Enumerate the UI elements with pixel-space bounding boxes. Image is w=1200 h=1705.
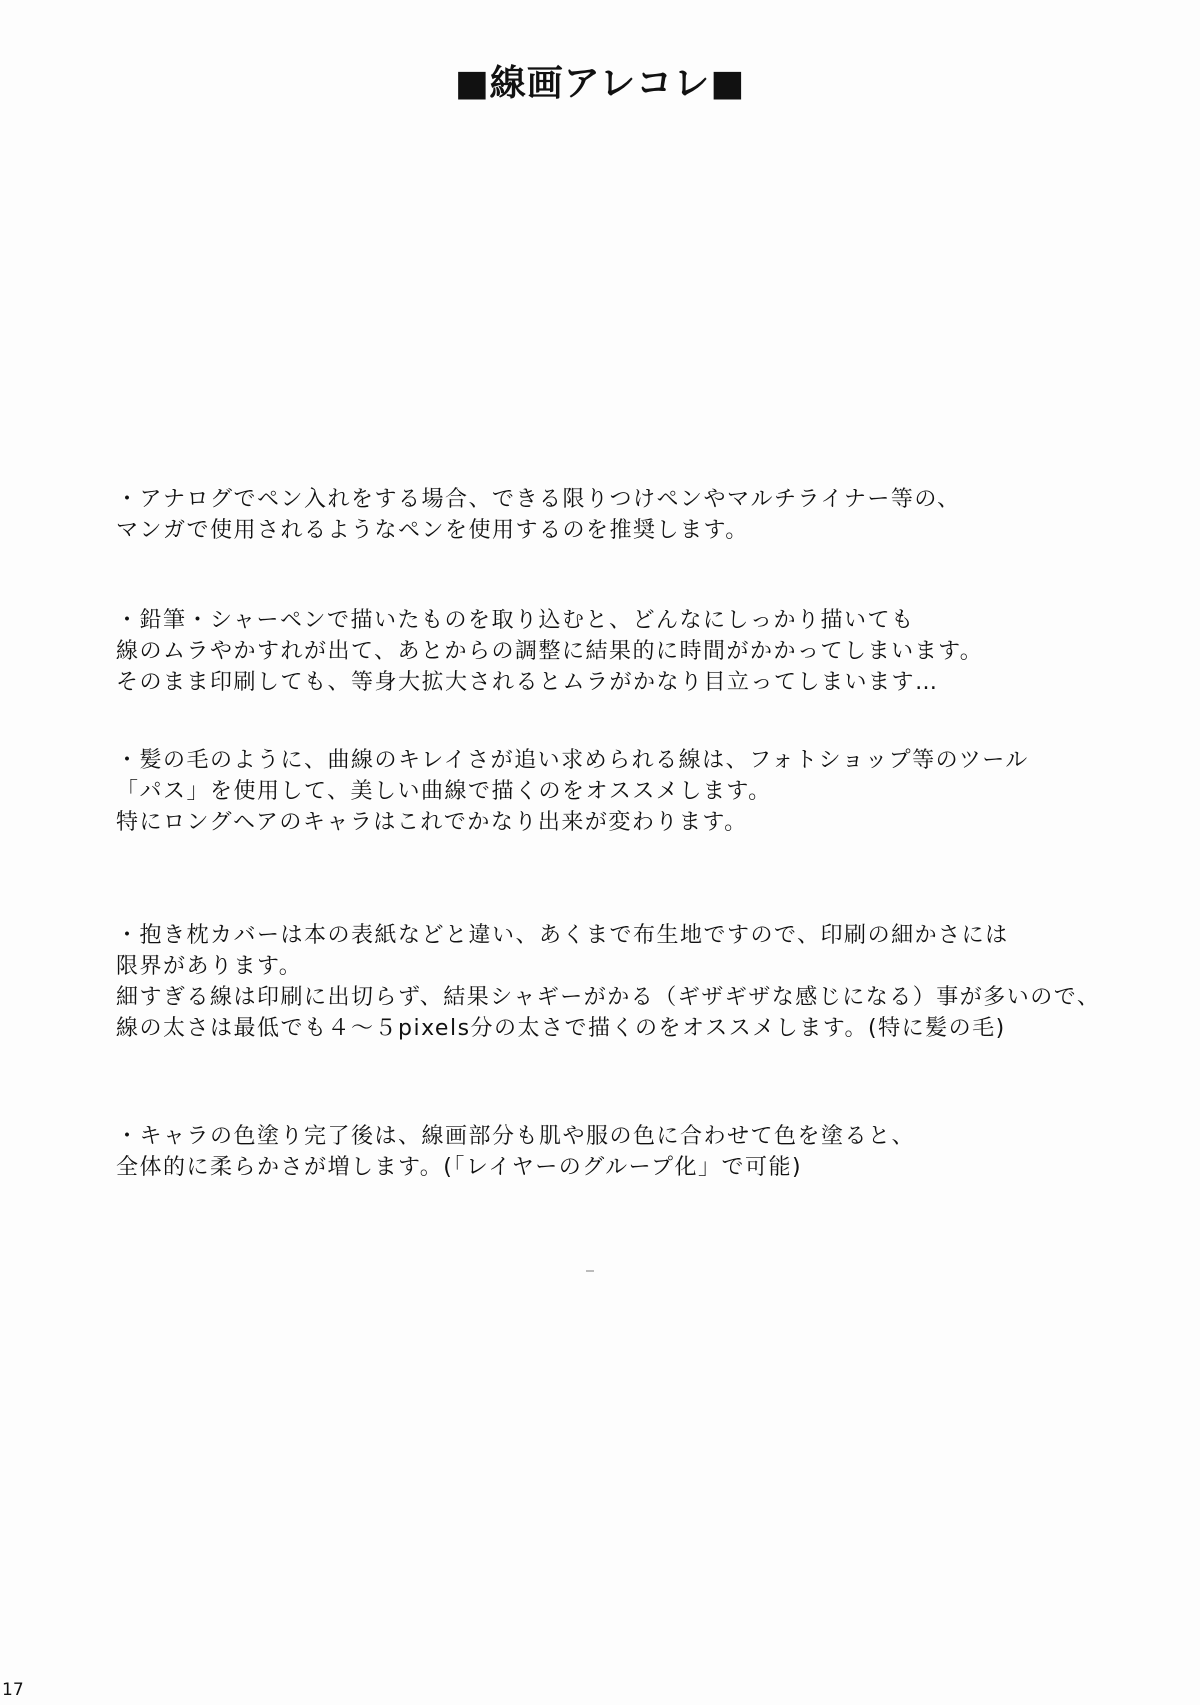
- paragraph-analog-inking: [116, 484, 1176, 546]
- paragraph-line: マンガで使用されるようなペンを使用するのを推奨します。: [116, 518, 749, 543]
- paragraph-hair-paths: [116, 745, 1176, 838]
- paragraph-line: 「パス」を使用して、美しい曲線で描くのをオススメします。: [116, 779, 772, 804]
- paragraph-line: ・抱き枕カバーは本の表紙などと違い、あくまで布生地ですので、印刷の細かさには: [116, 923, 1009, 948]
- paragraph-line: 全体的に柔らかさが増します。(「レイヤーのグループ化」で可能): [116, 1155, 803, 1180]
- paragraph-line: 特にロングヘアのキャラはこれでかなり出来が変わります。: [116, 810, 748, 835]
- paragraph-line: 線の太さは最低でも４～５pixels分の太さで描くのをオススメします。(特に髪の毛): [116, 1016, 1006, 1041]
- paragraph-line: 細すぎる線は印刷に出切らず、結果シャギーがかる（ギザギザな感じになる）事が多いので、: [116, 985, 1101, 1010]
- paragraph-line: ・キャラの色塗り完了後は、線画部分も肌や服の色に合わせて色を塗ると、: [116, 1124, 916, 1149]
- paragraph-line: 線のムラやかすれが出て、あとからの調整に結果的に時間がかかってしまいます。: [116, 639, 984, 664]
- paragraph-line: 限界があります。: [116, 954, 303, 979]
- page-number: 17: [2, 1680, 24, 1700]
- paragraph-line: ・髪の毛のように、曲線のキレイさが追い求められる線は、フォトショップ等のツール: [116, 748, 1029, 773]
- paragraph-line: ・アナログでペン入れをする場合、できる限りつけペンやマルチライナー等の、: [116, 487, 961, 512]
- paragraph-line: ・鉛筆・シャーペンで描いたものを取り込むと、どんなにしっかり描いても: [116, 608, 915, 633]
- scan-speck: [586, 1270, 594, 1272]
- paragraph-pencil-scanning: [116, 605, 1176, 698]
- page-title: ■線画アレコレ■: [454, 63, 746, 104]
- paragraph-line-thickness: [116, 920, 1176, 1044]
- paragraph-coloring-lines: [116, 1121, 1176, 1183]
- paragraph-line: そのまま印刷しても、等身大拡大されるとムラがかなり目立ってしまいます…: [116, 670, 939, 695]
